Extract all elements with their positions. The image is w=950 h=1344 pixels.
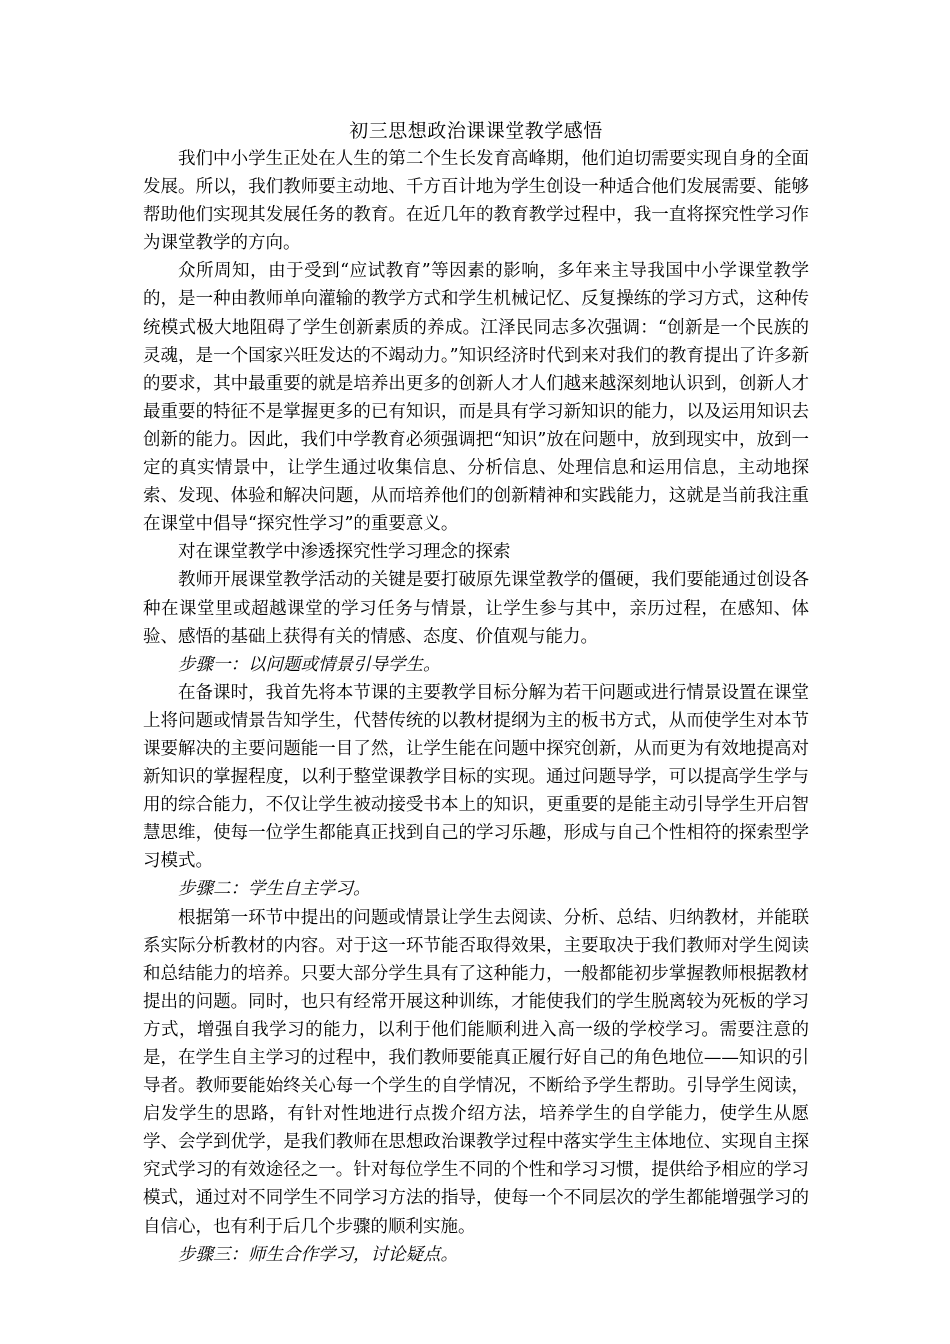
paragraph-background: 众所周知，由于受到“应试教育”等因素的影响，多年来主导我国中小学课堂教学的，是一种由教师单向灌输的教学方式和学生机械记忆、反复操练的学习方式，这种传统模式极大地阻碍了学生创新素质的养成。江泽民同志多次强调：“创新是一个民族的灵魂，是一个国家兴旺发达的不竭动力。”知识经济时代到来对我们的教育提出了许多新的要求，其中最重要的就是培养出更多的创新人才人们越来越深刻地认识到，创新人才最重要的特征不是掌握更多的已有知识，而是具有学习新知识的能力，以及运用知识去创新的能力。因此，我们中学教育必须强调把“知识”放在问题中，放到现实中，放到一定的真实情景中，让学生通过收集信息、分析信息、处理信息和运用信息，主动地探索、发现、体验和解决问题，从而培养他们的创新精神和实践能力，这就是当前我注重在课堂中倡导“探究性学习”的重要意义。 [143, 261, 809, 535]
step1-text: 在备课时，我首先将本节课的主要教学目标分解为若干问题或进行情景设置在课堂上将问题或情景告知学生，代替传统的以教材提纲为主的板书方式，从而使学生对本节课要解决的主要问题能一目了然，让学生能在问题中探究创新，从而更为有效地提高对新知识的掌握程度，以利于整堂课教学目标的实现。通过问题导学，可以提高学生学与用的综合能力，不仅让学生被动接受书本上的知识，更重要的是能主动引导学生开启智慧思维，使每一位学生都能真正找到自己的学习乐趣，形成与自己个性相符的探索型学习模式。 [143, 682, 809, 872]
document-title: 初三思想政治课课堂教学感悟 [349, 120, 603, 142]
section-heading: 对在课堂教学中渗透探究性学习理念的探索 [178, 542, 511, 563]
paragraph-intro: 我们中小学生正处在人生的第二个生长发育高峰期，他们迫切需要实现自身的全面发展。所以，我们教师要主动地、千方百计地为学生创设一种适合他们发展需要、能够帮助他们实现其发展任务的教育。在近几年的教育教学过程中，我一直将探究性学习作为课堂教学的方向。 [143, 149, 809, 254]
document-page [143, 117, 809, 1269]
step2-title: 步骤二：学生自主学习。 [178, 879, 371, 900]
step2-text: 根据第一环节中提出的问题或情景让学生去阅读、分析、总结、归纳教材，并能联系实际分析教材的内容。对于这一环节能否取得效果，主要取决于我们教师对学生阅读和总结能力的培养。只要大部分学生具有了这种能力，一般都能初步掌握教师根据教材提出的问题。同时，也只有经常开展这种训练，才能使我们的学生脱离较为死板的学习方式，增强自我学习的能力，以利于他们能顺利进入高一级的学校学习。需要注意的是，在学生自主学习的过程中，我们教师要能真正履行好自己的角色地位——知识的引导者。教师要能始终关心每一个学生的自学情况，不断给予学生帮助。引导学生阅读，启发学生的思路，有针对性地进行点拨介绍方法，培养学生的自学能力，使学生从愿学、会学到优学，是我们教师在思想政治课教学过程中落实学生主体地位、实现自主探究式学习的有效途径之一。针对每位学生不同的个性和学习习惯，提供给予相应的学习模式，通过对不同学生不同学习方法的指导，使每一个不同层次的学生都能增强学习的自信心，也有利于后几个步骤的顺利实施。 [143, 907, 809, 1237]
step1-title: 步骤一：以问题或情景引导学生。 [178, 654, 441, 675]
section-intro: 教师开展课堂教学活动的关键是要打破原先课堂教学的僵硬，我们要能通过创设各种在课堂里或超越课堂的学习任务与情景，让学生参与其中，亲历过程，在感知、体验、感悟的基础上获得有关的情感、态度、价值观与能力。 [143, 570, 809, 647]
step3-title: 步骤三：师生合作学习，讨论疑点。 [178, 1244, 458, 1265]
